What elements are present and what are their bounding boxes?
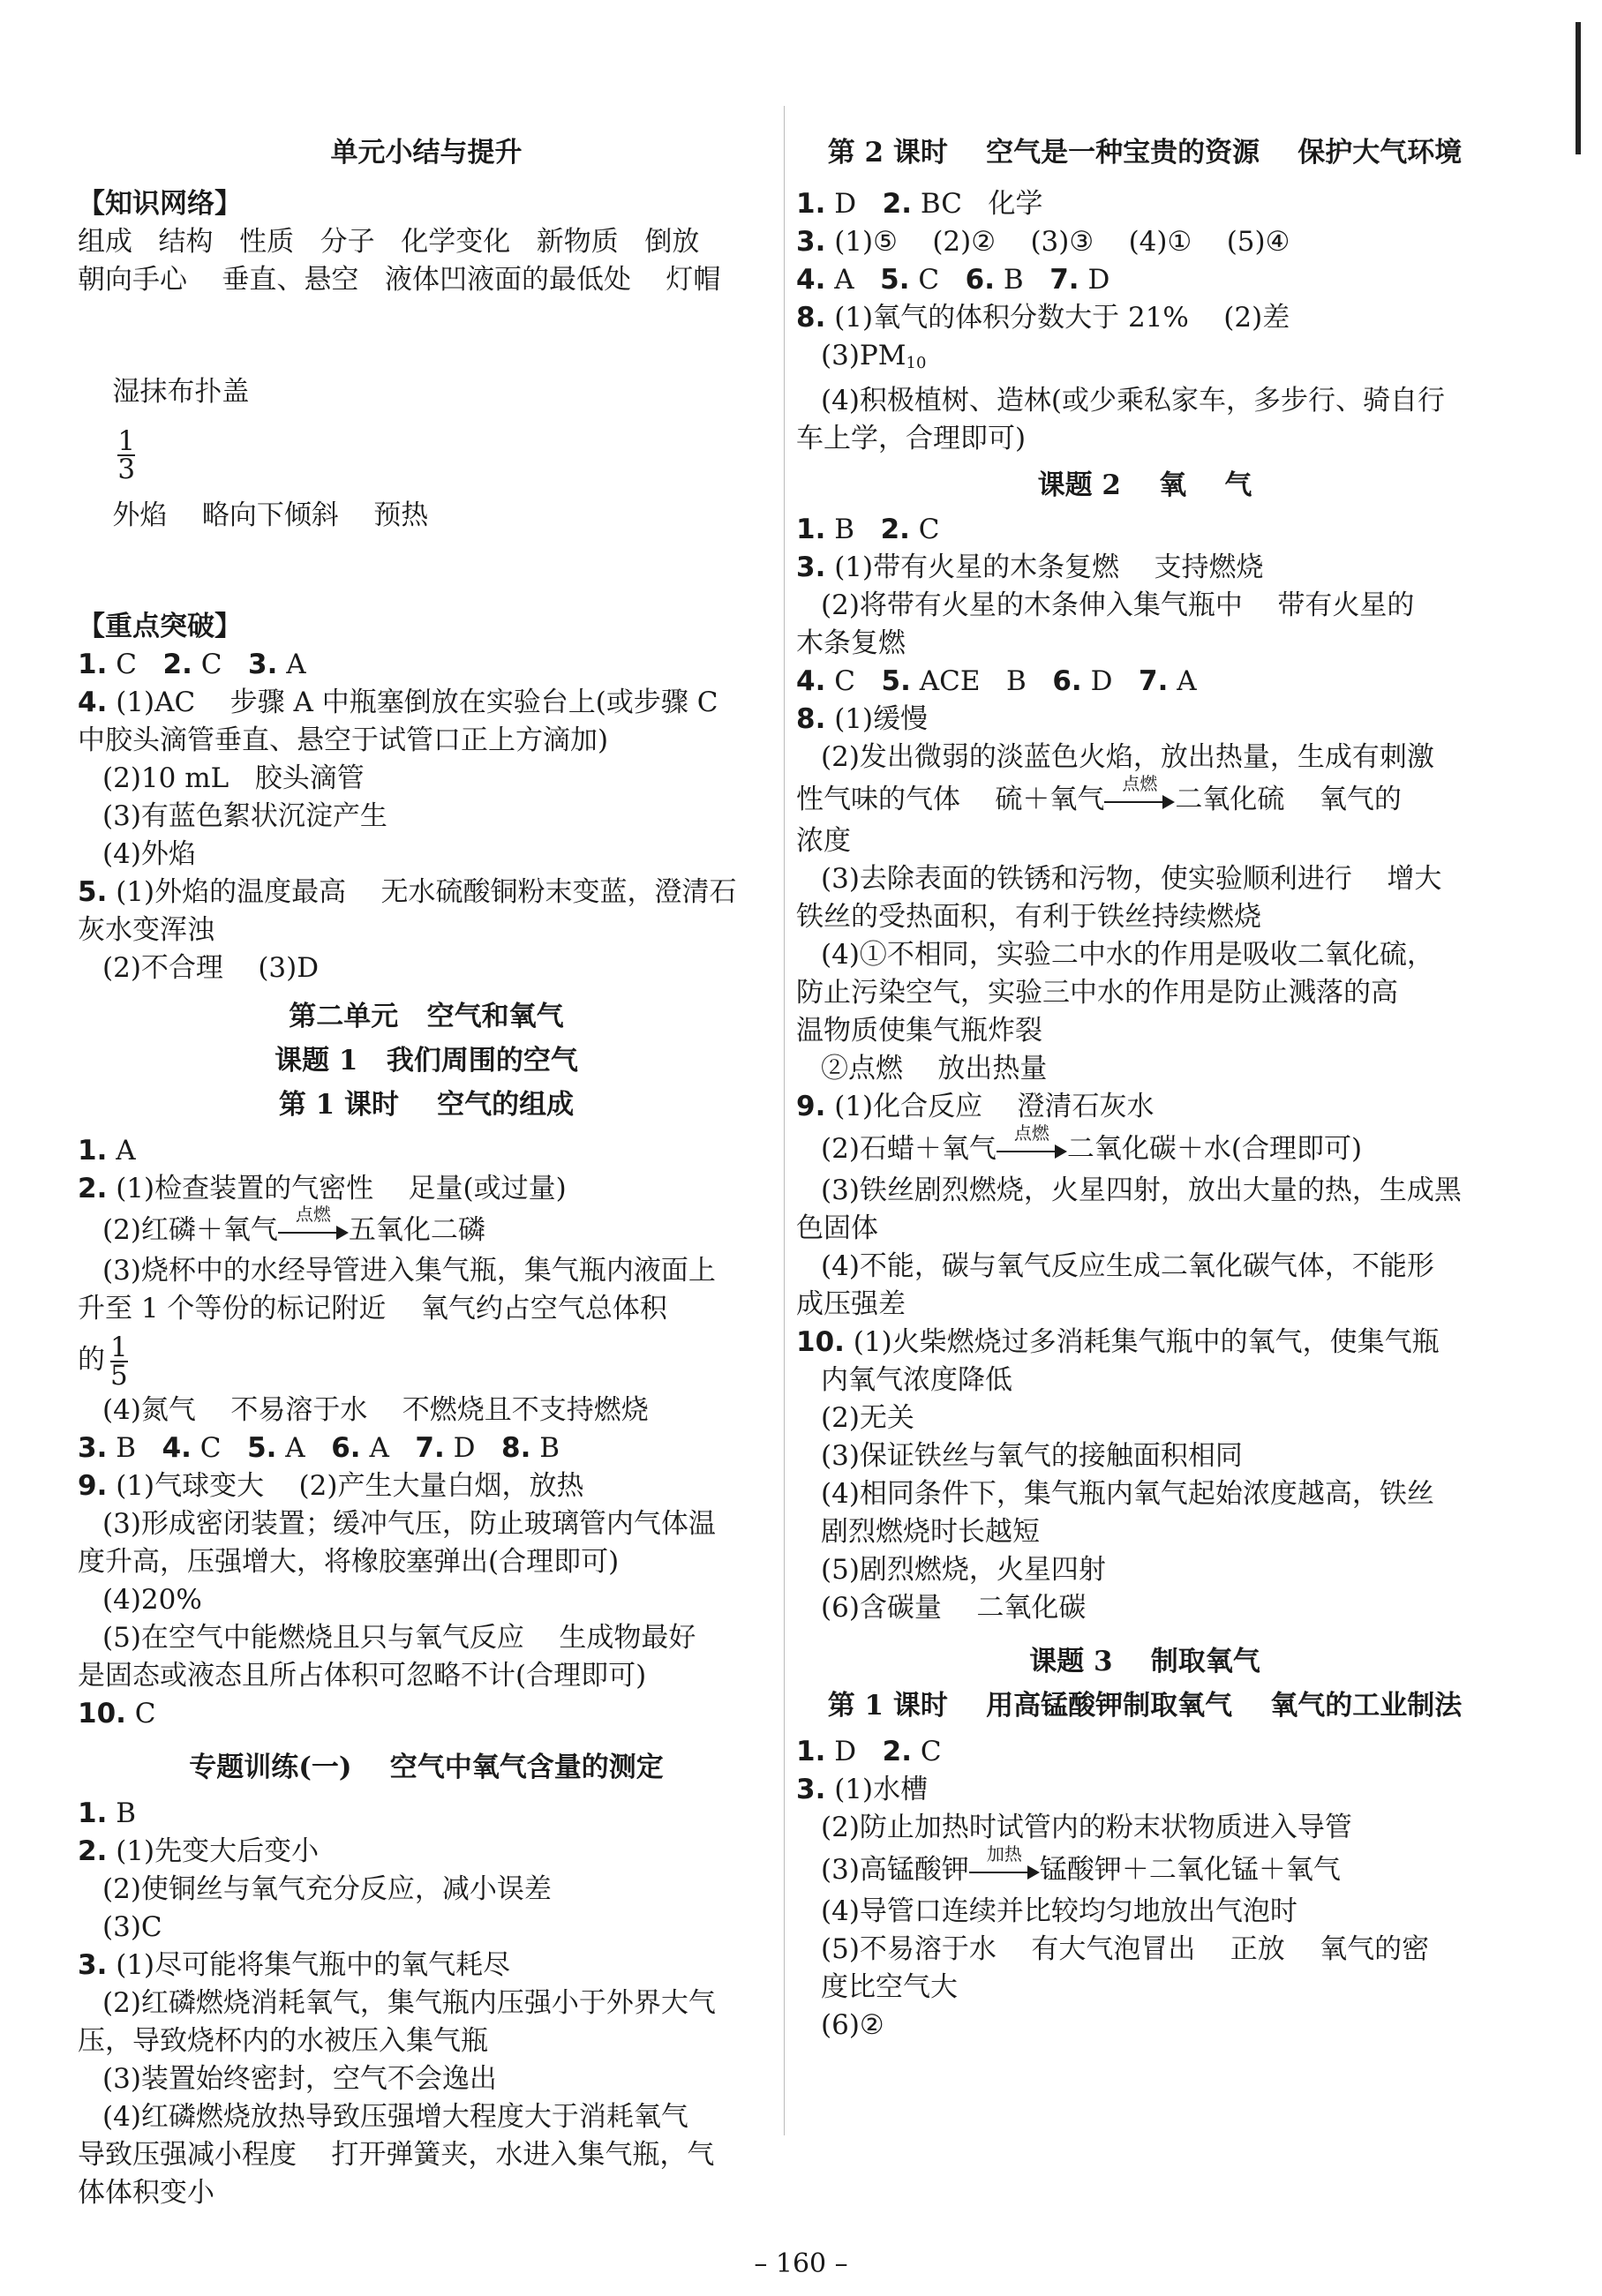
t3-answer-3-line-7: (6)②: [821, 2009, 884, 2041]
t2-answers-1-2: [796, 511, 1493, 549]
answer-2-equation: [78, 1203, 775, 1252]
t2-answer-8-line-1: [796, 701, 1493, 739]
r-answer-8-line-3: (4)积极植树、造林(或少乘私家车，多步行、骑自行: [821, 385, 1446, 416]
answer: A: [360, 1432, 416, 1464]
lesson-1-title: 第 1 课时 空气的组成: [278, 1089, 575, 1121]
answer: A: [277, 649, 306, 680]
key-points-label: 【重点突破】: [78, 611, 242, 642]
t2-answer-10-line-4: (3)保证铁丝与氧气的接触面积相同: [821, 1440, 1243, 1472]
answer-9-line-3: 度升高，压强增大，将橡胶塞弹出(合理即可): [78, 1546, 620, 1578]
q-number: 8.: [796, 302, 826, 334]
topic-3-title: 课题 3 制取氧气: [1029, 1646, 1260, 1677]
q-number: 3.: [78, 1432, 108, 1464]
t2-answer-8-line-8: 防止污染空气，实验三中水的作用是防止溅落的高: [796, 977, 1398, 1009]
products: 锰酸钾＋二氧化锰＋氧气: [1039, 1854, 1341, 1886]
q-number: 4.: [162, 1432, 192, 1464]
answer: C: [191, 1432, 248, 1464]
special-answer-3-line-4: (3)装置始终密封，空气不会逸出: [102, 2063, 497, 2095]
reactants: (2)红磷＋氧气: [102, 1214, 278, 1246]
unit-2-title: 第二单元 空气和氧气: [289, 1001, 564, 1032]
topic-2-title: 课题 2 氧 气: [1037, 469, 1252, 501]
r-answer-8-line-2: [796, 337, 1493, 382]
answer: B: [995, 264, 1050, 296]
answer: A: [825, 264, 881, 296]
r-answers-1-2: [796, 185, 1493, 223]
answer: (1)带有火星的木条复燃 支持燃烧: [825, 551, 1264, 583]
special-training-title: 专题训练(一) 空气中氧气含量的测定: [189, 1752, 664, 1783]
q-number: 2.: [882, 188, 912, 220]
q-number: 6.: [331, 1432, 361, 1464]
answer: (1)水槽: [825, 1774, 929, 1805]
reaction-arrow-icon: [997, 1122, 1067, 1159]
topic-1-title: 课题 1 我们周围的空气: [275, 1045, 578, 1077]
column-divider: [784, 106, 785, 2135]
t2-answer-10-line-5: (4)相同条件下，集气瓶内氧气起始浓度越高，铁丝: [821, 1478, 1434, 1510]
answer: (1)检查装置的气密性 足量(或过量): [107, 1173, 567, 1204]
reactants: (3)高锰酸钾: [821, 1854, 969, 1886]
key-answer-5-line-2: 灰水变浑浊: [78, 914, 214, 946]
reactants: (2)石蜡＋氧气: [821, 1133, 997, 1165]
q-number: 3.: [796, 226, 826, 258]
answer-2-line-5: [78, 1328, 775, 1392]
answer: ACE B: [910, 665, 1053, 697]
special-answer-3-line-1: [78, 1947, 775, 1985]
q-number: 1.: [78, 1797, 108, 1829]
q-number: 3.: [796, 551, 826, 583]
q-number: 5.: [78, 876, 108, 908]
t2-answer-10-line-2: 内氧气浓度降低: [821, 1364, 1012, 1396]
key-answer-4-line-2: 中胶头滴管垂直、悬空于试管口正上方滴加): [78, 724, 609, 756]
t3-answer-3-line-1: [796, 1771, 1493, 1809]
t2-answer-9-line-4: 色固体: [796, 1212, 878, 1244]
answer: (1)缓慢: [825, 703, 929, 735]
r-answer-3: [796, 223, 1493, 261]
reactants: 性气味的气体 硫＋氧气: [796, 784, 1105, 815]
answer: C: [125, 1698, 156, 1730]
q-number: 8.: [796, 703, 826, 735]
q-number: 8.: [501, 1432, 531, 1464]
answer: (1)⑤ (2)② (3)③ (4)① (5)④: [825, 226, 1290, 258]
q-number: 3.: [796, 1774, 826, 1805]
t2-answer-8-equation: [796, 772, 1493, 822]
answer: A: [276, 1432, 332, 1464]
answer: C: [825, 665, 882, 697]
q-number: 2.: [78, 1173, 108, 1204]
answer-1: [78, 1132, 775, 1170]
fraction-one-third: [117, 424, 136, 485]
reaction-arrow-icon: [1104, 772, 1175, 810]
r-answers-4-7: [796, 261, 1493, 299]
q-number: 7.: [1049, 264, 1079, 296]
q-number: 1.: [796, 188, 826, 220]
answer-9-line-1: [78, 1467, 775, 1505]
key-answer-4-line-1: [78, 684, 775, 722]
answer: B: [530, 1432, 560, 1464]
knowledge-line-1: 组成 结构 性质 分子 化学变化 新物质 倒放: [78, 226, 700, 258]
answer: C: [909, 514, 940, 545]
answer: (1)尽可能将集气瓶中的氧气耗尽: [107, 1949, 511, 1981]
reaction-condition: 加热: [986, 1842, 1022, 1865]
key-answer-5-line-1: [78, 874, 775, 912]
key-answer-4-line-5: (4)外焰: [102, 838, 196, 870]
fraction-numerator: 1: [110, 1331, 128, 1363]
answer-2-line-1: [78, 1170, 775, 1208]
answer: A: [1168, 665, 1197, 697]
key-answer-4-line-4: (3)有蓝色絮状沉淀产生: [102, 800, 387, 832]
special-answer-2-line-1: [78, 1833, 775, 1871]
t3-answer-3-equation: [796, 1842, 1493, 1893]
answer: BC 化学: [912, 188, 1043, 220]
t2-answer-8-line-10: ②点燃 放出热量: [821, 1053, 1048, 1084]
q-number: 4.: [78, 687, 108, 718]
q-number: 9.: [796, 1091, 826, 1122]
answer: C: [909, 264, 966, 296]
key-answers-1-3: [78, 646, 775, 684]
special-answer-3-line-5: (4)红磷燃烧放热导致压强增大程度大于消耗氧气: [102, 2101, 688, 2133]
lesson-2-title: 第 2 课时 空气是一种宝贵的资源 保护大气环境: [827, 137, 1463, 169]
q-number: 6.: [1052, 665, 1082, 697]
q-number: 2.: [78, 1835, 108, 1867]
answer: D: [825, 188, 883, 220]
q-number: 7.: [415, 1432, 445, 1464]
fraction-one-fifth: [110, 1331, 128, 1392]
t2-answer-8-line-6: 铁丝的受热面积，有利于铁丝持续燃烧: [796, 901, 1261, 933]
special-answer-3-line-7: 体体积变小: [78, 2177, 214, 2209]
t2-answer-8-line-7: (4)①不相同，实验二中水的作用是吸收二氧化硫，: [821, 939, 1434, 971]
knowledge-line-3-start: 湿抹布扑盖: [112, 376, 250, 408]
q-number: 2.: [162, 649, 192, 680]
subscript: 10: [906, 354, 927, 372]
answer: (1)气球变大 (2)产生大量白烟，放热: [107, 1470, 584, 1502]
special-answer-3-line-6: 导致压强减小程度 打开弹簧夹，水进入集气瓶，气: [78, 2139, 715, 2171]
q-number: 10.: [796, 1326, 845, 1358]
answer: (1)化合反应 澄清石灰水: [825, 1091, 1154, 1122]
answer: D: [1079, 264, 1110, 296]
q-number: 5.: [247, 1432, 277, 1464]
reaction-condition: 点燃: [1122, 772, 1158, 794]
answer-9-line-5: (5)在空气中能燃烧且只与氧气反应 生成物最好: [102, 1622, 696, 1654]
answer-2-line-6: (4)氮气 不易溶于水 不燃烧且不支持燃烧: [102, 1394, 649, 1426]
answer-9-line-4: (4)20%: [102, 1584, 202, 1616]
page-edge-mark: [1576, 22, 1581, 154]
t3-answer-3-line-2: (2)防止加热时试管内的粉末状物质进入导管: [821, 1812, 1352, 1843]
t3-answer-3-line-6: 度比空气大: [821, 1971, 958, 2003]
answer: (1)先变大后变小: [107, 1835, 320, 1867]
answer: C: [192, 649, 248, 680]
t2-answer-10-line-3: (2)无关: [821, 1402, 914, 1434]
t2-answer-8-line-5: (3)去除表面的铁锈和污物，使实验顺利进行 增大: [821, 863, 1442, 895]
q-number: 4.: [796, 665, 826, 697]
answer: D: [825, 1736, 883, 1767]
answer-2-line-3: (3)烧杯中的水经导管进入集气瓶，集气瓶内液面上: [102, 1255, 716, 1287]
knowledge-line-3-end: 外焰 略向下倾斜 预热: [112, 499, 429, 531]
answer: C: [107, 649, 163, 680]
answer: (1)氧气的体积分数大于 21% (2)差: [825, 302, 1290, 334]
text: 的: [78, 1344, 105, 1376]
answer: C: [912, 1736, 942, 1767]
answer-10: [78, 1695, 775, 1733]
key-answer-4-line-3: (2)10 mL 胶头滴管: [102, 762, 365, 794]
t2-answer-8-line-2: (2)发出微弱的淡蓝色火焰，放出热量，生成有刺激: [821, 741, 1434, 773]
answer: (1)AC 步骤 A 中瓶塞倒放在实验台上(或步骤 C: [107, 687, 718, 718]
q-number: 1.: [796, 1736, 826, 1767]
answer: A: [107, 1135, 136, 1167]
q-number: 2.: [882, 1736, 912, 1767]
fraction-denominator: 5: [110, 1359, 128, 1392]
lesson-3-title: 第 1 课时 用高锰酸钾制取氧气 氧气的工业制法: [827, 1690, 1463, 1722]
t2-answer-10-line-7: (5)剧烈燃烧，火星四射: [821, 1554, 1106, 1586]
reaction-arrow-icon: [278, 1203, 349, 1241]
r-answer-8-line-4: 车上学，合理即可): [796, 423, 1027, 454]
q-number: 5.: [880, 264, 910, 296]
q-number: 4.: [796, 264, 826, 296]
reaction-arrow-icon: [969, 1842, 1040, 1880]
knowledge-network-label: 【知识网络】: [78, 188, 242, 220]
q-number: 10.: [78, 1698, 126, 1730]
t3-answers-1-2: [796, 1733, 1493, 1771]
answer-9-line-2: (3)形成密闭装置；缓冲气压，防止玻璃管内气体温: [102, 1508, 716, 1540]
answer: B: [825, 514, 881, 545]
left-column: [78, 115, 775, 2212]
q-number: 1.: [78, 649, 108, 680]
special-answer-3-line-2: (2)红磷燃烧消耗氧气，集气瓶内压强小于外界大气: [102, 1987, 716, 2019]
q-number: 3.: [78, 1949, 108, 1981]
answers-3-8: [78, 1429, 775, 1467]
special-answer-2-line-2: (2)使铜丝与氧气充分反应，减小误差: [102, 1873, 552, 1905]
q-number: 1.: [78, 1135, 108, 1167]
fraction-denominator: 3: [117, 453, 136, 485]
t2-answers-4-7: [796, 663, 1493, 701]
r-answer-8-line-1: [796, 299, 1493, 337]
answer: B: [107, 1797, 136, 1829]
t2-answer-9-line-1: [796, 1088, 1493, 1126]
text: (3)PM: [821, 340, 906, 371]
q-number: 6.: [965, 264, 996, 296]
products: 二氧化碳＋水(合理即可): [1066, 1133, 1363, 1165]
page-number: – 160 –: [754, 2248, 848, 2279]
t2-answer-8-line-4: 浓度: [796, 825, 851, 857]
t3-answer-3-line-5: (5)不易溶于水 有大气泡冒出 正放 氧气的密: [821, 1933, 1430, 1965]
t2-answer-8-line-9: 温物质使集气瓶炸裂: [796, 1015, 1042, 1047]
t2-answer-3-line-3: 木条复燃: [796, 627, 906, 659]
t2-answer-10-line-8: (6)含碳量 二氧化碳: [821, 1592, 1087, 1624]
q-number: 1.: [796, 514, 826, 545]
q-number: 5.: [881, 665, 911, 697]
reaction-condition: 点燃: [295, 1203, 331, 1225]
q-number: 9.: [78, 1470, 108, 1502]
t2-answer-9-line-3: (3)铁丝剧烈燃烧，火星四射，放出大量的热，生成黑: [821, 1174, 1462, 1206]
t2-answer-10-line-6: 剧烈燃烧时长越短: [821, 1516, 1040, 1548]
t2-answer-3-line-1: [796, 549, 1493, 587]
answer: D: [444, 1432, 502, 1464]
unit-summary-title: 单元小结与提升: [330, 137, 523, 169]
special-answer-1: [78, 1795, 775, 1833]
special-answer-2-line-3: (3)C: [102, 1911, 162, 1943]
answer: (1)外焰的温度最高 无水硫酸铜粉末变蓝，澄清石: [107, 876, 737, 908]
t2-answer-9-line-6: 成压强差: [796, 1288, 906, 1320]
t2-answer-9-line-5: (4)不能，碳与氧气反应生成二氧化碳气体，不能形: [821, 1250, 1434, 1282]
products: 五氧化二磷: [348, 1214, 485, 1246]
answer-9-line-6: 是固态或液态且所占体积可忽略不计(合理即可): [78, 1660, 647, 1692]
products: 二氧化硫 氧气的: [1175, 784, 1402, 815]
answer: B: [107, 1432, 162, 1464]
t3-answer-3-line-4: (4)导管口连续并比较均匀地放出气泡时: [821, 1895, 1297, 1927]
t2-answer-9-equation: [796, 1122, 1493, 1172]
q-number: 2.: [880, 514, 910, 545]
q-number: 3.: [248, 649, 278, 680]
q-number: 7.: [1139, 665, 1169, 697]
special-answer-3-line-3: 压，导致烧杯内的水被压入集气瓶: [78, 2025, 488, 2057]
fraction-numerator: 1: [117, 424, 136, 457]
t2-answer-10-line-1: [796, 1324, 1493, 1362]
answer-2-line-4: 升至 1 个等份的标记附近 氧气约占空气总体积: [78, 1293, 667, 1324]
answer: D: [1081, 665, 1139, 697]
knowledge-line-3: [78, 299, 775, 608]
key-answer-5-line-3: (2)不合理 (3)D: [102, 952, 320, 984]
right-column: [796, 115, 1493, 2045]
answer: (1)火柴燃烧过多消耗集气瓶中的氧气，使集气瓶: [844, 1326, 1440, 1358]
t2-answer-3-line-2: (2)将带有火星的木条伸入集气瓶中 带有火星的: [821, 589, 1415, 621]
knowledge-line-2: 朝向手心 垂直、悬空 液体凹液面的最低处 灯帽: [78, 264, 721, 296]
reaction-condition: 点燃: [1013, 1122, 1049, 1144]
